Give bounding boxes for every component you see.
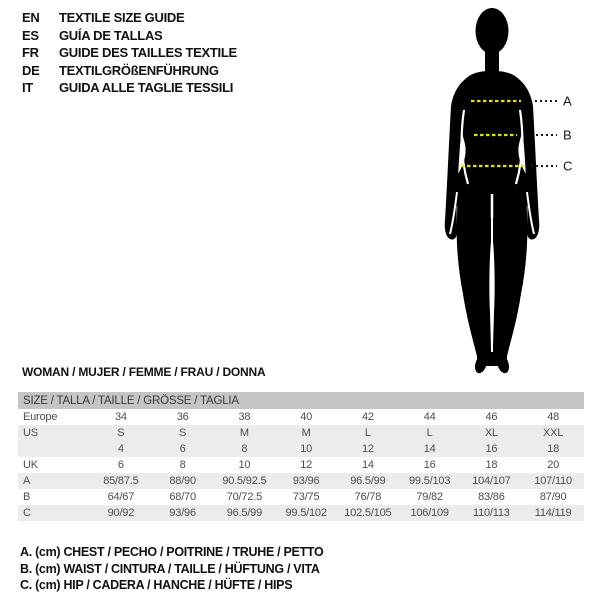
size-cell: 99.5/102 — [285, 507, 327, 519]
language-title — [22, 79, 237, 97]
language-code: ES — [22, 27, 39, 43]
legend-line: A. (cm) CHEST / PECHO / POITRINE / TRUHE / PETTO — [20, 545, 324, 560]
size-cell: 20 — [547, 459, 560, 471]
size-cell: 4 — [117, 443, 124, 455]
size-cell: 73/75 — [292, 491, 320, 503]
size-cell: 102.5/105 — [344, 507, 392, 519]
size-cell: 16 — [485, 443, 498, 455]
size-cell: 18 — [485, 459, 498, 471]
row-label: B — [23, 491, 31, 503]
language-code: IT — [22, 80, 33, 96]
language-code: EN — [22, 10, 40, 26]
size-cell: 14 — [361, 459, 374, 471]
size-cell: 42 — [361, 411, 374, 423]
measurement-legend — [20, 544, 323, 594]
size-cell: 46 — [485, 411, 498, 423]
table-row — [18, 473, 584, 489]
table-row — [18, 409, 584, 425]
size-cell: 8 — [179, 459, 186, 471]
size-cell: 79/82 — [416, 491, 443, 503]
size-cell: 36 — [176, 411, 189, 423]
size-cell: 110/113 — [473, 507, 510, 519]
size-cell: M — [239, 427, 249, 439]
marker-label-hip: C — [563, 158, 573, 174]
size-cell: 83/86 — [478, 491, 505, 503]
size-cell: 12 — [361, 443, 374, 455]
size-cell: 106/109 — [410, 507, 449, 519]
language-title-text: GUÍA DE TALLAS — [59, 27, 163, 43]
size-table-header: SIZE / TALLA / TAILLE / GRÖSSE / TAGLIA — [18, 392, 584, 409]
size-cell: 107/110 — [534, 475, 572, 487]
marker-label-chest: A — [563, 93, 572, 109]
size-cell: 87/90 — [539, 491, 567, 503]
size-cell: 96.5/99 — [350, 475, 386, 487]
language-title — [22, 62, 237, 80]
table-row — [18, 441, 584, 457]
size-cell: 76/78 — [354, 491, 382, 503]
language-code: DE — [22, 62, 40, 78]
size-cell: 6 — [179, 443, 186, 455]
size-cell: 70/72.5 — [226, 491, 263, 503]
size-cell: 48 — [547, 411, 560, 423]
row-label: US — [23, 427, 38, 439]
language-title — [22, 44, 237, 62]
size-cell: 85/87.5 — [103, 475, 139, 487]
size-cell: L — [426, 427, 433, 439]
language-title — [22, 9, 237, 27]
table-row — [18, 489, 584, 505]
size-cell: 10 — [238, 459, 251, 471]
size-cell: S — [179, 427, 187, 439]
size-cell: 90.5/92.5 — [222, 475, 267, 487]
row-label: Europe — [23, 411, 58, 423]
size-cell: 10 — [300, 443, 313, 455]
size-cell: 18 — [547, 443, 560, 455]
row-label: UK — [23, 459, 38, 471]
size-cell: 44 — [423, 411, 436, 423]
size-cell: 96.5/99 — [226, 507, 263, 519]
language-title-text: GUIDA ALLE TAGLIE TESSILI — [59, 80, 234, 96]
size-cell: 16 — [423, 459, 436, 471]
size-cell: 88/90 — [169, 475, 196, 487]
size-cell: XXL — [543, 427, 564, 439]
language-title-text: GUIDE DES TAILLES TEXTILE — [59, 45, 237, 61]
table-row — [18, 425, 584, 441]
size-cell: 68/70 — [169, 491, 196, 503]
legend-line: C. (cm) HIP / CADERA / HANCHE / HÜFTE / HIPS — [20, 578, 293, 593]
size-cell: S — [117, 427, 125, 439]
size-cell: XL — [484, 427, 498, 439]
size-cell: 38 — [238, 411, 251, 423]
row-label: A — [23, 475, 31, 487]
size-table-header-row — [18, 392, 584, 409]
legend-line: B. (cm) WAIST / CINTURA / TAILLE / HÜFTUNG / VITA — [20, 561, 320, 576]
table-row — [18, 505, 584, 521]
size-cell: 12 — [300, 459, 313, 471]
size-cell: 34 — [114, 411, 127, 423]
size-cell: 99.5/103 — [409, 475, 451, 487]
language-title — [22, 27, 237, 45]
size-cell: 8 — [241, 443, 248, 455]
row-label — [18, 441, 90, 457]
size-cell: 14 — [423, 443, 436, 455]
language-code: FR — [22, 45, 39, 61]
size-table-body — [18, 392, 584, 521]
size-cell: 90/92 — [107, 507, 135, 519]
size-cell: 64/67 — [107, 491, 135, 503]
section-title: WOMAN / MUJER / FEMME / FRAU / DONNA — [22, 365, 266, 379]
body-silhouette — [445, 8, 540, 375]
size-cell: 104/107 — [472, 475, 511, 487]
row-label: C — [23, 507, 31, 519]
language-title-text: TEXTILGRÖßENFÜHRUNG — [59, 62, 219, 78]
woman-silhouette-figure — [405, 2, 595, 380]
language-title-list — [22, 9, 237, 97]
size-cell: 114/119 — [534, 507, 572, 519]
size-cell: L — [364, 427, 371, 439]
size-cell: 40 — [300, 411, 313, 423]
size-cell: 6 — [117, 459, 124, 471]
woman-silhouette-svg — [405, 2, 595, 380]
size-table — [18, 392, 584, 521]
size-cell: M — [301, 427, 311, 439]
marker-label-waist: B — [563, 127, 572, 143]
table-row — [18, 457, 584, 473]
language-title-text: TEXTILE SIZE GUIDE — [59, 10, 185, 26]
size-cell: 93/96 — [169, 507, 196, 519]
size-cell: 93/96 — [292, 475, 320, 487]
